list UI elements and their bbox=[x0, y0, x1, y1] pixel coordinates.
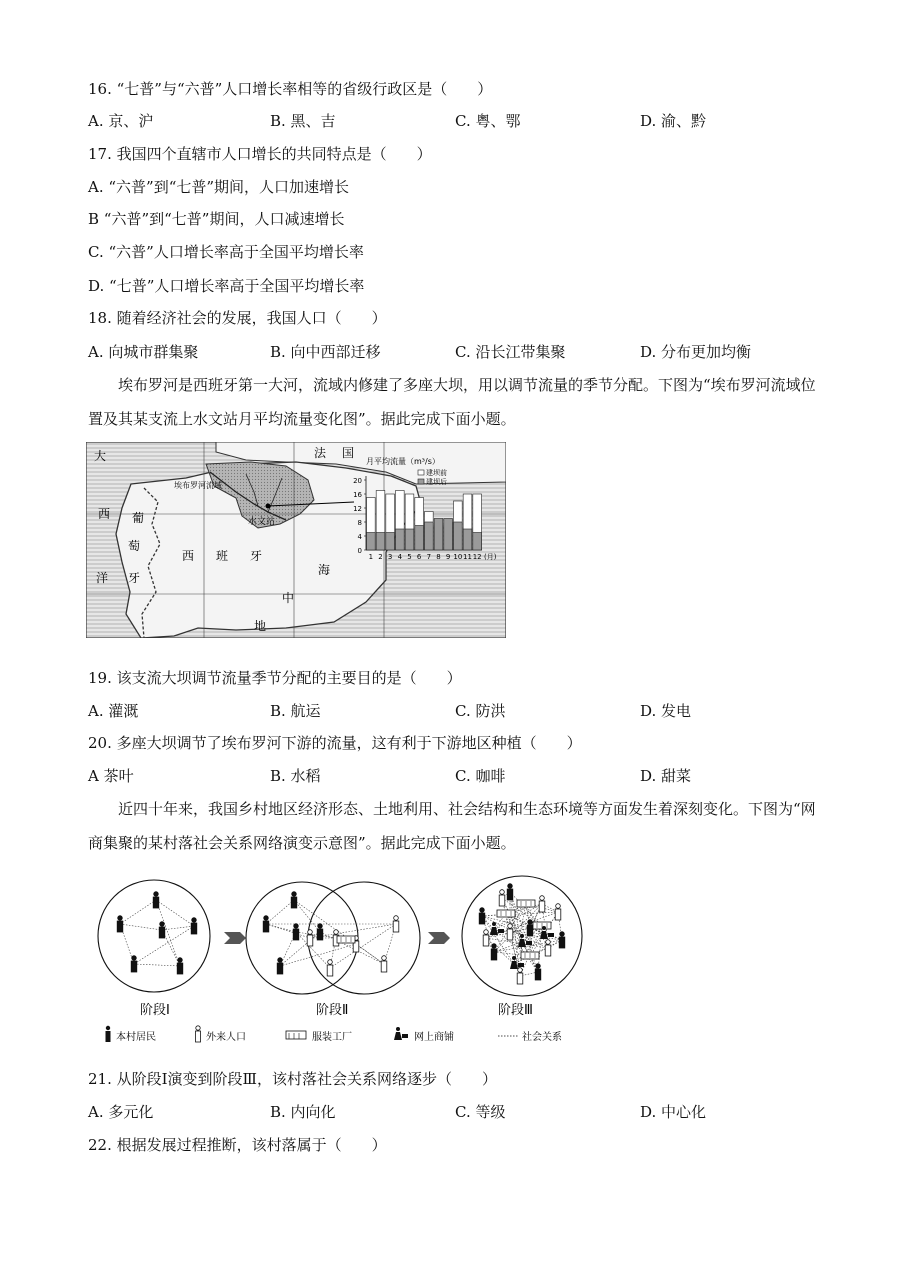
chart-x-tick-label: 8 bbox=[436, 553, 441, 561]
map-label-ya: 牙 bbox=[128, 571, 141, 585]
legend-resident-label: 本村居民 bbox=[116, 1032, 156, 1043]
bar-after-8 bbox=[434, 519, 443, 551]
map-label-guo: 国 bbox=[342, 446, 355, 460]
q22-stem: 22. 根据发展过程推断，该村落属于（ ） bbox=[88, 1136, 387, 1154]
chart-x-tick-label: 11 bbox=[463, 553, 472, 561]
q16-stem: 16. “七普”与“六普”人口增长率相等的省级行政区是（ ） bbox=[88, 80, 493, 98]
map-label-ya2: 牙 bbox=[250, 549, 263, 563]
social-relation-line bbox=[266, 924, 310, 938]
chart-y-tick-label: 16 bbox=[353, 491, 362, 499]
stage-2-resident bbox=[277, 958, 283, 974]
q17-option-c: C. “六普”人口增长率高于全国平均增长率 bbox=[88, 243, 364, 261]
q19-option-c: C. 防洪 bbox=[455, 702, 506, 720]
passage-village: 近四十年来，我国乡村地区经济形态、土地利用、社会结构和生态环境等方面发生着深刻变化。下图为“网商集聚的某村落社会关系网络演变示意图”。据此完成下面小题。 bbox=[88, 800, 816, 852]
stage-2-migrant bbox=[393, 916, 399, 932]
stage-3-resident bbox=[479, 908, 485, 924]
social-relation-line bbox=[266, 900, 294, 924]
stage-3-migrant bbox=[499, 890, 505, 906]
chart-x-tick-label: 2 bbox=[378, 553, 383, 561]
stage-arrow-1 bbox=[224, 932, 246, 944]
stage-3-factory bbox=[497, 910, 515, 917]
stage-2-circle-external bbox=[308, 882, 420, 994]
chart-y-tick-label: 0 bbox=[357, 547, 362, 555]
bar-after-3 bbox=[386, 533, 395, 551]
stage-1-resident bbox=[191, 918, 197, 934]
chart-y-tick-label: 8 bbox=[357, 519, 362, 527]
bar-after-2 bbox=[376, 533, 385, 551]
legend-migrant-label: 外来人口 bbox=[206, 1032, 246, 1043]
legend-swatch-after bbox=[418, 479, 424, 484]
map-label-da: 大 bbox=[94, 449, 107, 463]
stage-3-resident bbox=[535, 964, 541, 980]
chart-y-tick-label: 4 bbox=[357, 533, 362, 541]
bar-after-5 bbox=[405, 529, 414, 550]
stage-3-migrant bbox=[517, 968, 523, 984]
map-label-ban: 班 bbox=[216, 549, 229, 563]
stage-3-migrant bbox=[539, 896, 545, 912]
stage-3-factory bbox=[533, 922, 551, 929]
bar-after-6 bbox=[415, 526, 424, 551]
map-label-xi2: 西 bbox=[182, 549, 195, 563]
q21-option-b: B. 内向化 bbox=[270, 1103, 336, 1121]
chart-x-tick-label: 1 bbox=[368, 553, 374, 561]
stage-label-2: 阶段Ⅱ bbox=[316, 1003, 349, 1018]
chart-x-tick-label: 12 bbox=[472, 553, 482, 561]
map-label-station: 水文站 bbox=[248, 517, 276, 527]
q20-option-c: C. 咖啡 bbox=[455, 767, 506, 785]
legend-label-after: 建坝后 bbox=[426, 478, 447, 486]
legend-resident bbox=[106, 1026, 157, 1043]
stage-2-migrant bbox=[381, 956, 387, 972]
social-relation-line bbox=[482, 912, 558, 916]
legend-shop-label: 网上商铺 bbox=[414, 1032, 454, 1043]
q18-stem: 18. 随着经济社会的发展，我国人口（ ） bbox=[88, 309, 387, 327]
q19-option-d: D. 发电 bbox=[640, 702, 692, 720]
map-label-xi: 西 bbox=[98, 507, 111, 521]
legend-shop bbox=[394, 1027, 454, 1043]
passage-ebro: 埃布罗河是西班牙第一大河，流域内修建了多座大坝，用以调节流量的季节分配。下图为“埃布罗河流域位置及其某支流上水文站月平均流量变化图”。据此完成下面小题。 bbox=[88, 376, 816, 428]
legend-relation-label: 社会关系 bbox=[522, 1032, 562, 1043]
q18-option-d: D. 分布更加均衡 bbox=[640, 343, 752, 361]
q19-option-a: A. 灌溉 bbox=[88, 702, 139, 720]
q21-stem: 21. 从阶段Ⅰ演变到阶段Ⅲ，该村落社会关系网络逐步（ ） bbox=[88, 1070, 498, 1088]
chart-x-tick-label: 3 bbox=[387, 553, 393, 561]
stage-2-factory bbox=[337, 936, 355, 943]
q16-option-b: B. 黑、吉 bbox=[270, 112, 336, 130]
bar-after-9 bbox=[444, 519, 453, 551]
stage-2-resident bbox=[317, 924, 323, 940]
stage-3-migrant bbox=[483, 930, 489, 946]
stage-3-resident bbox=[507, 884, 513, 900]
q16-option-a: A. 京、沪 bbox=[88, 112, 154, 130]
chart-title: 月平均流量（m³/s） bbox=[366, 457, 440, 466]
legend-label-before: 建坝前 bbox=[426, 469, 447, 477]
q17-stem: 17. 我国四个直辖市人口增长的共同特点是（ ） bbox=[88, 145, 432, 163]
bar-after-12 bbox=[473, 533, 482, 551]
q21-option-c: C. 等级 bbox=[455, 1103, 506, 1121]
chart-x-tick-label: 10 bbox=[453, 553, 463, 561]
chart-x-tick-label: 6 bbox=[416, 553, 422, 561]
map-label-fa: 法 bbox=[314, 446, 327, 460]
q18-option-b: B. 向中西部迁移 bbox=[270, 343, 381, 361]
stage-label-1: 阶段Ⅰ bbox=[140, 1003, 170, 1018]
network-diagram bbox=[90, 868, 590, 1050]
stage-2-migrant bbox=[307, 930, 313, 946]
stage-3-migrant bbox=[507, 924, 513, 940]
q19-option-b: B. 航运 bbox=[270, 702, 321, 720]
social-relation-line bbox=[120, 900, 156, 924]
social-relation-line bbox=[266, 924, 296, 932]
stage-2-migrant bbox=[327, 960, 333, 976]
legend-factory-label: 服装工厂 bbox=[312, 1032, 352, 1043]
chart-x-tick-label: 7 bbox=[426, 553, 432, 561]
stage-3-resident bbox=[527, 920, 533, 936]
bar-after-4 bbox=[396, 529, 405, 550]
stage-3-migrant bbox=[545, 940, 551, 956]
q20-option-d: D. 甜菜 bbox=[640, 767, 692, 785]
q20-option-a: A 茶叶 bbox=[88, 767, 134, 785]
stage-3-factory bbox=[517, 900, 535, 907]
stage-3-migrant bbox=[555, 904, 561, 920]
stage-2-resident bbox=[263, 916, 269, 932]
stage-1-resident bbox=[177, 958, 183, 974]
q17-option-d: D. “七普”人口增长率高于全国平均增长率 bbox=[88, 277, 365, 295]
legend-factory bbox=[286, 1030, 352, 1043]
map-label-hai: 海 bbox=[318, 563, 331, 577]
q20-stem: 20. 多座大坝调节了埃布罗河下游的流量，这有利于下游地区种植（ ） bbox=[88, 734, 582, 752]
map-label-di: 地 bbox=[254, 619, 267, 633]
q17-option-a: A. “六普”到“七普”期间，人口加速增长 bbox=[88, 178, 350, 196]
chart-y-tick-label: 12 bbox=[353, 505, 362, 513]
q16-option-d: D. 渝、黔 bbox=[640, 112, 707, 130]
q18-option-a: A. 向城市群集聚 bbox=[88, 343, 199, 361]
legend-relation bbox=[498, 1030, 562, 1043]
social-relation-line bbox=[134, 964, 180, 966]
chart-y-tick-label: 20 bbox=[353, 477, 362, 485]
q20-option-b: B. 水稻 bbox=[270, 767, 321, 785]
map-label-basin: 埃布罗河流域 bbox=[174, 481, 222, 490]
social-relation-line bbox=[280, 944, 356, 966]
bar-after-1 bbox=[367, 533, 376, 551]
stage-3-resident bbox=[491, 944, 497, 960]
chart-x-label: (月) bbox=[484, 553, 497, 561]
chart-x-tick-label: 4 bbox=[397, 553, 403, 561]
legend-migrant bbox=[196, 1026, 247, 1043]
q21-option-d: D. 中心化 bbox=[640, 1103, 707, 1121]
chart-x-tick-label: 5 bbox=[407, 553, 412, 561]
map-label-zhong: 中 bbox=[282, 591, 295, 605]
bar-after-7 bbox=[425, 522, 434, 550]
stage-label-3: 阶段Ⅲ bbox=[498, 1003, 533, 1018]
map-label-yang: 洋 bbox=[96, 571, 109, 585]
stage-1-resident bbox=[131, 956, 137, 972]
stage-3-factory bbox=[521, 952, 539, 959]
flow-chart bbox=[346, 454, 506, 568]
q21-option-a: A. 多元化 bbox=[88, 1103, 154, 1121]
stage-1-resident bbox=[117, 916, 123, 932]
legend-swatch-before bbox=[418, 470, 424, 475]
stage-3-resident bbox=[559, 932, 565, 948]
q18-option-c: C. 沿长江带集聚 bbox=[455, 343, 566, 361]
q16-option-c: C. 粤、鄂 bbox=[455, 112, 521, 130]
bar-after-11 bbox=[463, 529, 472, 550]
stage-2-resident bbox=[291, 892, 297, 908]
stage-arrow-2 bbox=[428, 932, 450, 944]
q19-stem: 19. 该支流大坝调节流量季节分配的主要目的是（ ） bbox=[88, 669, 462, 687]
stage-1-resident bbox=[153, 892, 159, 908]
map-label-pu: 葡 bbox=[132, 511, 145, 525]
q17-option-b: B “六普”到“七普”期间，人口减速增长 bbox=[88, 210, 345, 228]
social-relation-line bbox=[120, 924, 162, 930]
map-label-tao: 萄 bbox=[128, 539, 141, 553]
chart-x-tick-label: 9 bbox=[445, 553, 451, 561]
stage-2-resident bbox=[293, 924, 299, 940]
bar-after-10 bbox=[454, 522, 463, 550]
stage-1-resident bbox=[159, 922, 165, 938]
